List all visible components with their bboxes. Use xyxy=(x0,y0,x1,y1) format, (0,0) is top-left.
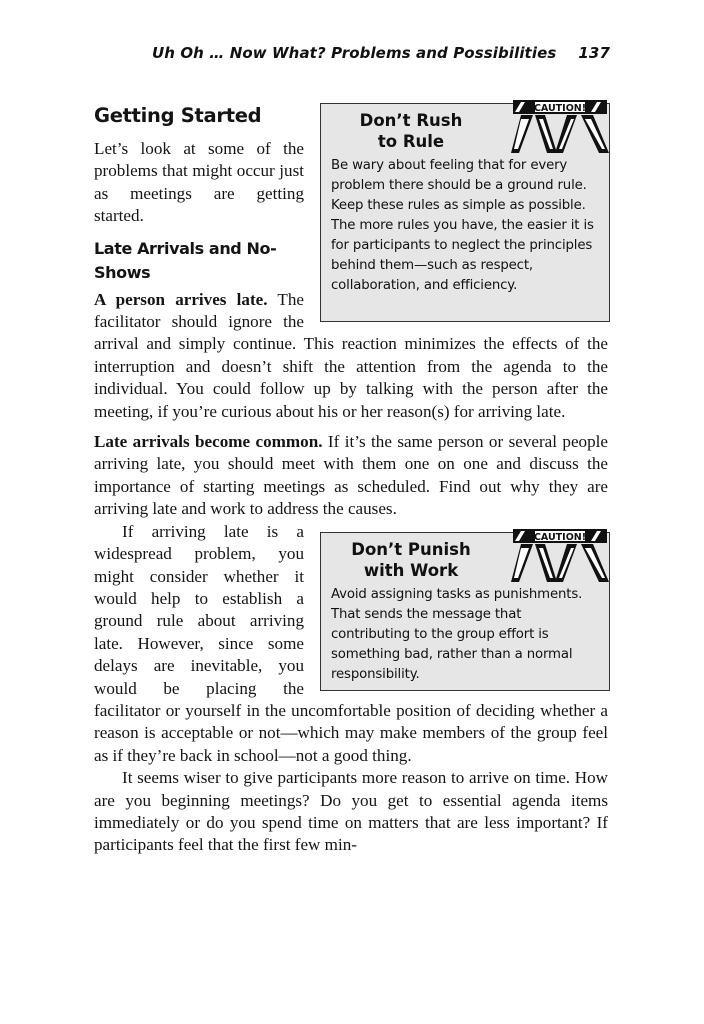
paragraph-text: The facilitator should ignore the arrival and simply continue. This reaction minimizes the effects of the interruption and doesn’t shift the attention from the agenda to the individual. You could follow up by talking with the person after the meeting, if you’re curious about his or her reason(s) for arriving late. xyxy=(94,289,608,421)
sidebar-title-line-1: Don’t Punish xyxy=(351,539,471,559)
paragraph-intro: Let’s look at some of the problems that might occur just as meetings are getting started. xyxy=(94,139,304,226)
running-head-title: Uh Oh … Now What? Problems and Possibilities xyxy=(151,44,557,62)
subheading-late-arrivals: Late Arrivals and No-Shows xyxy=(94,238,277,282)
run-in-head: Late arrivals become common. xyxy=(94,432,323,452)
caution-sidebar-dont-punish-with-work xyxy=(320,532,610,691)
paragraph-late-arrivals-common xyxy=(94,431,608,521)
caution-sawhorse-icon xyxy=(511,99,611,155)
sidebar-title xyxy=(331,539,491,581)
caution-sawhorse-icon xyxy=(511,528,611,584)
sidebar-text: Avoid assigning tasks as punishments. That sends the message that contributing to the group effort is something bad, rather than a normal responsibility. xyxy=(331,586,583,682)
paragraph-widespread-problem: If arriving late is a widespread problem, you might consider whether it would help to establish a ground rule about arriving late. However, since some delays are inevitable, you would be placing the facilitator or yourself in the uncomfortable position of deciding whether a reason is acceptable or not—which may make members of the group feel as if they’re back in school—not a good thing. xyxy=(94,521,608,765)
page-body xyxy=(94,103,608,857)
sidebar-title xyxy=(331,110,491,152)
caution-badge-text: CAUTION! xyxy=(533,531,587,543)
running-head xyxy=(0,44,610,62)
paragraph-give-more-reason: It seems wiser to give participants more reason to arrive on time. How are you beginning meetings? Do you get to essential agenda items immediately or do you spend time on matters that are less important? If participants feel that the first few min- xyxy=(94,768,608,855)
paragraph-text: If it’s the same person or several people arriving late, you should meet with them one on one and discuss the importance of starting meetings as scheduled. Find out why they are arriving late and work to address the causes. xyxy=(94,432,608,519)
sidebar-title-line-2: to Rule xyxy=(377,132,445,151)
sidebar-text: Be wary about feeling that for every problem there should be a ground rule. Keep these rules as simple as possible. The more rules you have, the easier it is for participants to neglect the principles behind them—such as respect, collaboration, and efficiency. xyxy=(331,158,594,293)
caution-badge-text: CAUTION! xyxy=(533,103,587,114)
section-heading-getting-started: Getting Started xyxy=(94,104,262,127)
sidebar-title-line-1: Don’t Rush xyxy=(359,111,463,130)
page-number: 137 xyxy=(578,44,610,62)
caution-sidebar-dont-rush-to-rule xyxy=(320,103,610,322)
run-in-head: A person arrives late. xyxy=(94,289,268,309)
sidebar-title-line-2: with Work xyxy=(363,560,459,580)
